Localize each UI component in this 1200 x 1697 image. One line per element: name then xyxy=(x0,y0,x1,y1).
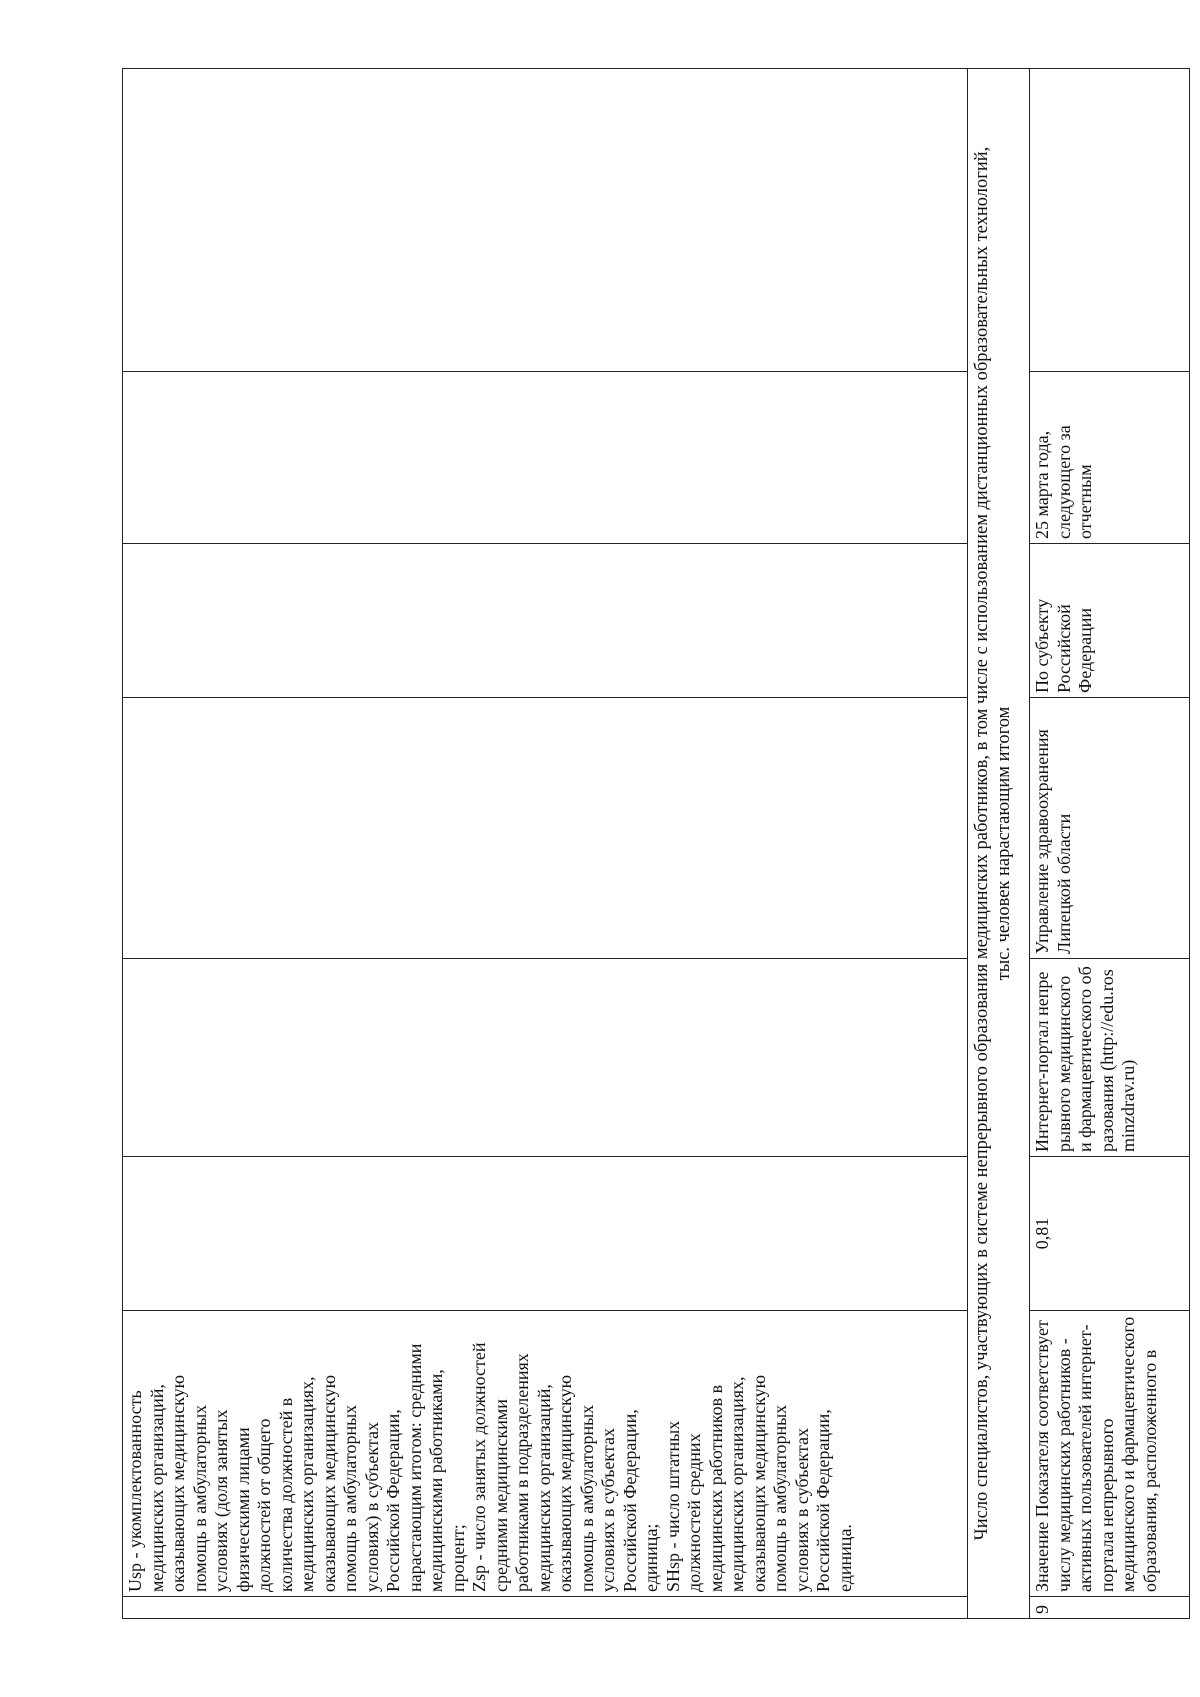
formula-line: помощь в амбулаторных xyxy=(770,1404,790,1592)
formula-line: должностей средних xyxy=(684,1433,704,1592)
formula-line: количества должностей в xyxy=(275,1397,296,1592)
cell-empty xyxy=(123,959,968,1157)
row-number: 9 xyxy=(1030,1597,1190,1619)
formula-line: медицинских организациях, xyxy=(727,1376,747,1592)
formula-line: SHsp - число штатных xyxy=(662,1420,683,1592)
formula-line: оказывающих медицинскую xyxy=(168,1374,188,1592)
formula-line: оказывающих медицинскую xyxy=(748,1374,769,1592)
table-row-formula xyxy=(123,69,968,1619)
section-heading-line1: Число специалистов, участвующих в системе непрерывного образования медицинских работников, в том числе с использованием дистанционных образовательных технологий, xyxy=(972,146,992,1541)
cell-empty xyxy=(123,372,968,544)
formula-line: Российской Федерации, xyxy=(619,1409,640,1592)
indicators-table xyxy=(122,68,1190,1619)
indicator-value: 0,81 xyxy=(1030,1157,1190,1311)
cell-empty xyxy=(123,544,968,698)
cell-number-empty xyxy=(123,1597,968,1619)
section-heading xyxy=(968,69,1030,1619)
formula-line: условиях в субъектах xyxy=(791,1428,812,1592)
formula-line: медицинских организаций, xyxy=(146,1384,167,1592)
formula-line: Российской Федерации, xyxy=(383,1409,403,1592)
formula-line: помощь в амбулаторных xyxy=(576,1404,597,1592)
rotated-landscape-page xyxy=(122,69,1180,1619)
formula-line: помощь в амбулаторных xyxy=(340,1404,360,1592)
formula-line: единица. xyxy=(834,1524,855,1592)
note-cell xyxy=(1030,69,1190,372)
formula-line: средними медицинскими xyxy=(490,1399,511,1592)
formula-line: медицинских работников в xyxy=(705,1384,726,1592)
formula-line: процент; xyxy=(447,1524,468,1592)
formula-line: Zsp - число занятых должностей xyxy=(469,1342,489,1592)
cell-empty xyxy=(123,698,968,959)
cell-empty xyxy=(123,1157,968,1311)
formula-line: условиях (доля занятых xyxy=(211,1409,231,1592)
formula-line: Usp - укомплектованность xyxy=(125,1390,145,1592)
formula-line: медицинских организаций, xyxy=(533,1384,554,1592)
formula-line: должностей от общего xyxy=(254,1418,274,1592)
formula-line: помощь в амбулаторных xyxy=(189,1404,210,1592)
formula-line: медицинскими работниками, xyxy=(426,1369,446,1592)
section-heading-line2: тыс. человек нарастающим итогом xyxy=(994,706,1014,981)
cell-formula-description xyxy=(123,1311,968,1597)
formula-line: единица; xyxy=(641,1523,661,1592)
formula-line: работниками в подразделениях xyxy=(512,1353,532,1592)
formula-text xyxy=(125,1315,856,1592)
reporting-level: По субъекту Российской Федерации xyxy=(1030,544,1190,698)
formula-line: условиях в субъектах xyxy=(598,1428,618,1592)
formula-line: оказывающих медицинскую xyxy=(318,1374,339,1592)
responsible-organization: Управление здравоохранения Липецкой области xyxy=(1030,698,1190,959)
formula-line: Российской Федерации, xyxy=(813,1409,833,1592)
formula-line: нарастающим итогом: средними xyxy=(404,1343,425,1592)
reporting-deadline: 25 марта года, следующего за отчетным xyxy=(1030,372,1190,544)
formula-line: медицинских организациях, xyxy=(297,1376,317,1592)
data-source: Интернет-портал непрерывного медицинского и фармацевтического образования (http://edu.rosminzdrav.ru) xyxy=(1030,959,1190,1157)
table-row-section-heading xyxy=(968,69,1030,1619)
indicator-description: Значение Показателя соответствует числу медицинских работников - активных пользователей интернет-портала непрерывного медицинского и фармацевтического образования, расположенного в xyxy=(1030,1311,1190,1597)
formula-line: условиях) в субъектах xyxy=(361,1422,382,1592)
formula-line: физическими лицами xyxy=(232,1427,253,1592)
cell-empty xyxy=(123,69,968,372)
table-row-9 xyxy=(1030,69,1190,1619)
formula-line: оказывающих медицинскую xyxy=(555,1374,575,1592)
